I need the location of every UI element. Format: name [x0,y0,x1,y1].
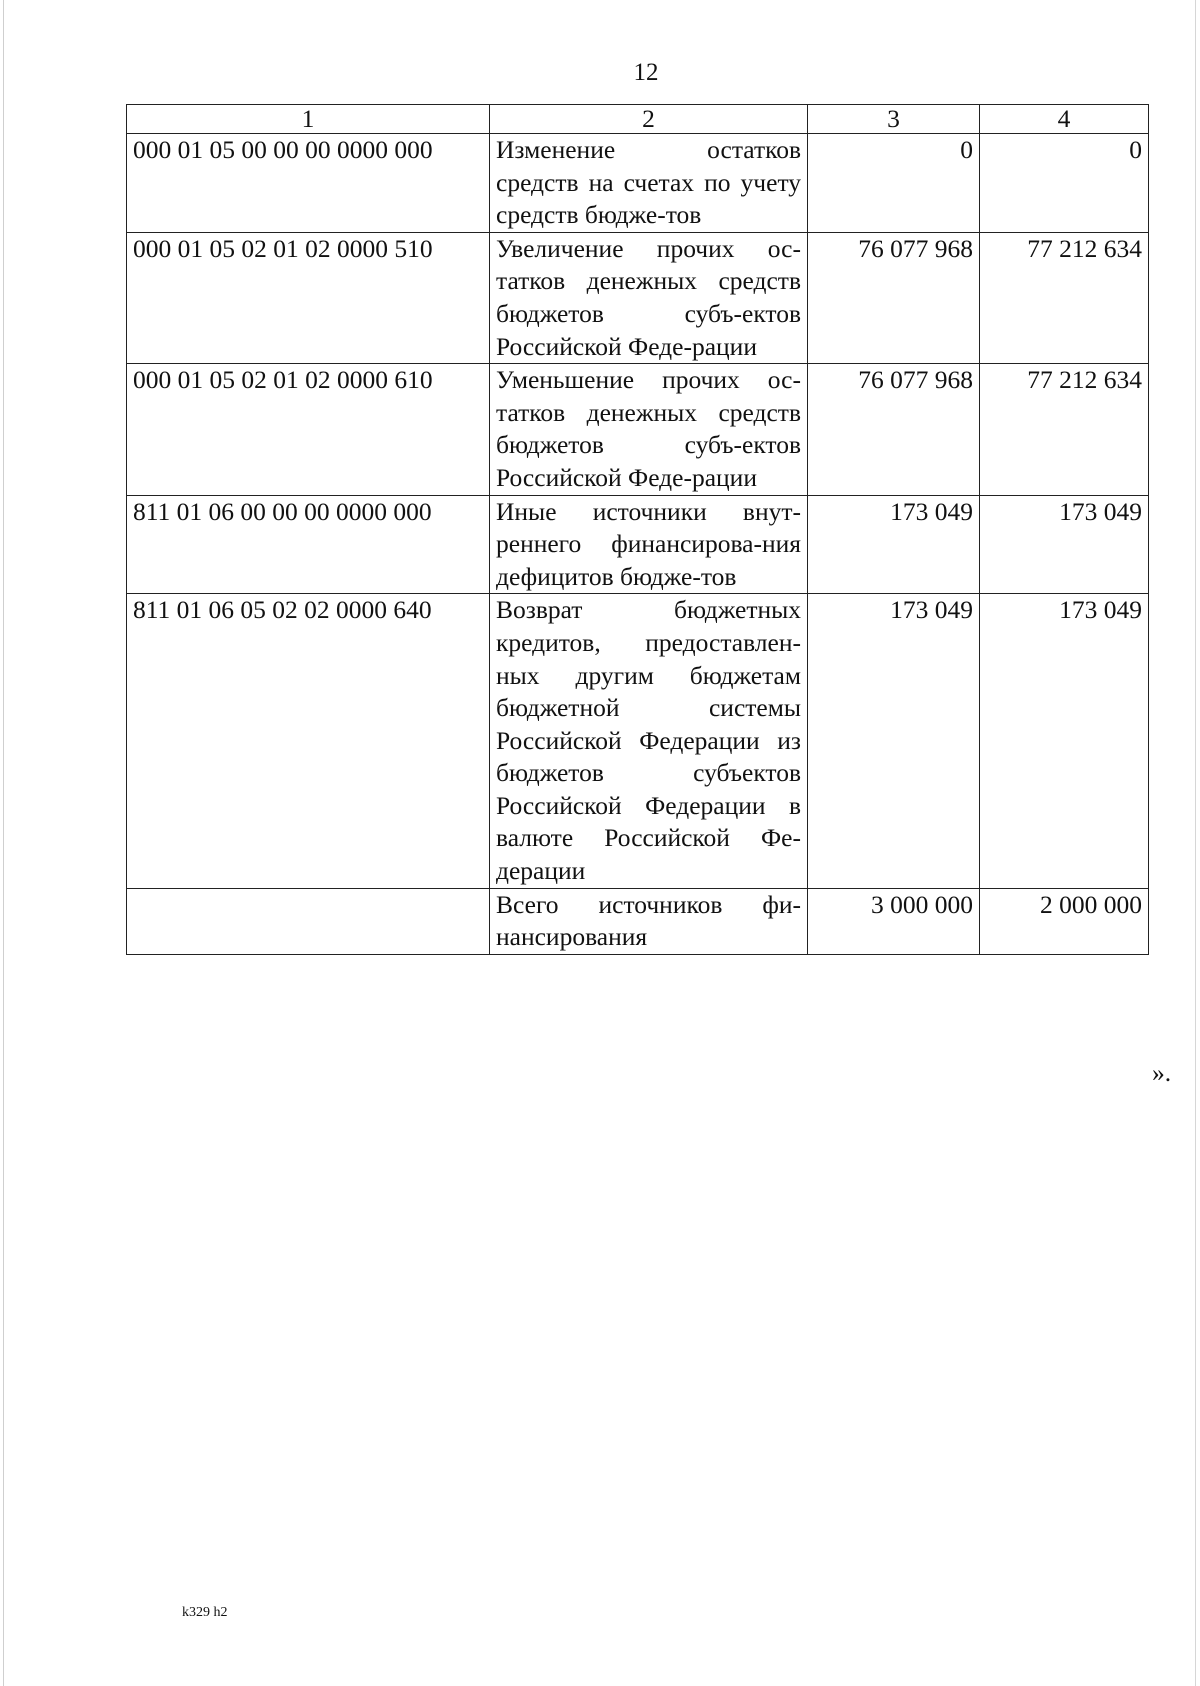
row-value-col4: 77 212 634 [980,364,1149,495]
row-value-col3: 173 049 [808,594,980,888]
row-code: 000 01 05 00 00 00 0000 000 [127,134,490,233]
row-code: 000 01 05 02 01 02 0000 610 [127,364,490,495]
row-name: Иные источники внут-реннего финансирова-ния дефицитов бюдже-тов [490,495,808,594]
row-value-col3: 76 077 968 [808,232,980,363]
table-row [127,495,1149,594]
scan-left-edge [3,0,4,1686]
row-code [127,888,490,954]
row-value-col4: 2 000 000 [980,888,1149,954]
closing-quote-mark: ». [1152,1058,1172,1087]
table-row [127,232,1149,363]
column-header-3: 3 [808,105,980,134]
page-number: 12 [633,59,659,86]
table-row [127,364,1149,495]
column-header-2: 2 [490,105,808,134]
row-name: Увеличение прочих ос-татков денежных средств бюджетов субъ-ектов Российской Феде-рации [490,232,808,363]
footer-document-code: k329 h2 [182,1605,228,1620]
row-code: 000 01 05 02 01 02 0000 510 [127,232,490,363]
row-value-col3: 173 049 [808,495,980,594]
row-name: Всего источников фи-нансирования [490,888,808,954]
row-name: Уменьшение прочих ос-татков денежных средств бюджетов субъ-ектов Российской Феде-рации [490,364,808,495]
financing-sources-table [126,104,1149,955]
row-value-col4: 173 049 [980,594,1149,888]
row-name: Возврат бюджетных кредитов, предоставлен-ных другим бюджетам бюджетной системы Российской Федерации из бюджетов субъектов Российской Федерации в валюте Российской Фе-дерации [490,594,808,888]
column-header-1: 1 [127,105,490,134]
table-header-row [127,105,1149,134]
table-row [127,594,1149,888]
scan-right-edge [1195,0,1196,1686]
row-value-col3: 0 [808,134,980,233]
column-header-4: 4 [980,105,1149,134]
table-row-total [127,888,1149,954]
row-value-col3: 3 000 000 [808,888,980,954]
row-code: 811 01 06 05 02 02 0000 640 [127,594,490,888]
row-name: Изменение остатков средств на счетах по учету средств бюдже-тов [490,134,808,233]
row-value-col3: 76 077 968 [808,364,980,495]
row-value-col4: 0 [980,134,1149,233]
table-row [127,134,1149,233]
row-value-col4: 77 212 634 [980,232,1149,363]
row-code: 811 01 06 00 00 00 0000 000 [127,495,490,594]
row-value-col4: 173 049 [980,495,1149,594]
